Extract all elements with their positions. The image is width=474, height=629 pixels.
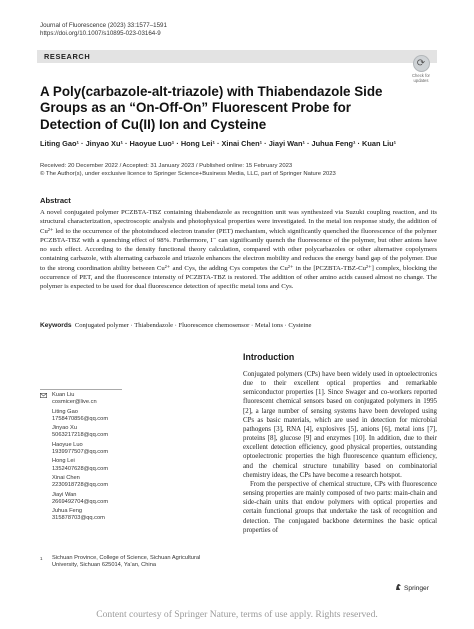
contact-name: Kuan Liu: [52, 392, 75, 398]
contact-entry: [52, 508, 230, 522]
check-for-updates-badge[interactable]: [405, 55, 437, 83]
section-banner: [37, 50, 437, 63]
article-title: A Poly(carbazole-alt-triazole) with Thiabendazole Side Groups as an “On-Off-On” Fluorescent Probe for Detection of Cu(II) Ion and Cysteine: [40, 84, 383, 132]
contact-name: Xinai Chen: [52, 474, 80, 481]
contact-email[interactable]: 1939977507@qq.com: [52, 448, 109, 455]
contact-name: Liting Gao: [52, 408, 78, 415]
contact-name: Haoyue Luo: [52, 441, 83, 448]
check-updates-icon: ⟳: [413, 55, 430, 72]
doi-link[interactable]: https://doi.org/10.1007/s10895-023-03164-9: [40, 30, 161, 37]
contact-entry: [52, 458, 230, 472]
contact-entry: [52, 475, 230, 489]
check-updates-line2: updates: [413, 78, 429, 83]
keywords-label: Keywords: [40, 322, 72, 329]
contact-entry: [52, 442, 230, 456]
springer-horse-icon: [395, 583, 402, 591]
introduction-heading: Introduction: [243, 352, 295, 362]
author-contacts: [40, 392, 230, 525]
abstract-body: A novel conjugated polymer PCZBTA-TBZ containing thiabendazole as recognition unit was synthesized via Suzuki coupling reaction, and its structural characterization, spectroscopic analysis and photophysical properties were investigated. In the metal ion response study, the addition of Cu²⁺ led to the occurrence of the photoinduced electron transfer (PET) mechanism, which significantly quenched the fluorescence of the polymer PCZBTA-TBZ with a quenching effect of 98%. Furthermore, I⁻ can significantly quench the fluorescence of the polymer, but other anions have no such effect. According to the density functional theory calculation, compared with other polycarbazoles or other alternative copolymers containing carbazole, with alternating carbazole and triazole enhances the electron mobility and reduces the energy band gap of the polymer. Due to the strong coordination ability between Cu²⁺ and Cys, the adding Cys competes the Cu²⁺ in the [PCZBTA-TBZ-Cu²⁺] complex, blocking the occurrence of PET, and the fluorescence intensity of PCZBTA-TBZ is restored. The addition of other amino acids caused almost no change. The polymer is expected to be used for dual fluorescence detection of specific metal ions and Cys.: [40, 209, 437, 291]
contact-email[interactable]: 315878703@qq.com: [52, 515, 105, 522]
journal-citation: Journal of Fluorescence (2023) 33:1577–1591: [40, 22, 167, 29]
keywords-text: Conjugated polymer · Thiabendazole · Fluorescence chemosensor · Metal ions · Cysteine: [74, 322, 312, 329]
contact-entry: [52, 492, 230, 506]
abstract-heading: Abstract: [40, 196, 71, 205]
author-list: Liting Gao¹ · Jinyao Xu¹ · Haoyue Luo¹ · Hong Lei¹ · Xinai Chen¹ · Jiayi Wan¹ · Juhua Feng¹ · Kuan Liu¹: [40, 139, 397, 148]
contact-name: Jiayi Wan: [52, 491, 77, 498]
contact-entry: [52, 409, 230, 423]
contact-name: Jinyao Xu: [52, 425, 77, 432]
contact-email[interactable]: 2669492704@qq.com: [52, 498, 109, 505]
contact-email[interactable]: 5063217218@qq.com: [52, 432, 109, 439]
introduction-body: [243, 370, 437, 535]
section-label: RESEARCH: [44, 52, 91, 61]
contact-name: Juhua Feng: [52, 508, 83, 515]
affiliation: [40, 555, 210, 569]
keywords-line: [40, 322, 440, 329]
contact-name: Hong Lei: [52, 458, 75, 465]
footnote-divider: [40, 389, 122, 390]
publisher-name: Springer: [404, 585, 429, 592]
intro-paragraph-2: From the perspective of chemical structure, CPs with fluorescence sensing properties are mainly composed of two parts: main-chain and side-chain units that endow polymers with optical properties and certain functional groups that undertake the task of recognition and detection. The conjugated backbone determines the basic optical properties of: [243, 480, 437, 534]
journal-header: [40, 22, 340, 38]
envelope-icon: [40, 393, 47, 398]
contact-email[interactable]: 1352407628@qq.com: [52, 465, 109, 472]
received-accepted-dates: Received: 20 December 2022 / Accepted: 31 January 2023 / Published online: 15 February 2023: [40, 163, 293, 169]
contact-entry: [52, 392, 230, 406]
contact-email[interactable]: 1758470856@qq.com: [52, 415, 109, 422]
publisher-mark: [395, 583, 429, 592]
copyright-line: © The Author(s), under exclusive licence to Springer Science+Business Media, LLC, part of Springer Nature 2023: [40, 171, 336, 178]
courtesy-notice: Content courtesy of Springer Nature, terms of use apply. Rights reserved.: [96, 609, 378, 620]
affiliation-number: 1: [40, 556, 43, 561]
contact-email[interactable]: cosmicer@live.cn: [52, 399, 97, 406]
publication-dates: [40, 162, 450, 179]
contact-email[interactable]: 2230918728@qq.com: [52, 482, 109, 489]
contact-entry: [52, 425, 230, 439]
check-updates-line1: Check for: [412, 73, 430, 78]
check-updates-text: [405, 73, 437, 83]
affiliation-text: Sichuan Province, College of Science, Sichuan Agricultural University, Sichuan 625014, Ya’an, China: [52, 555, 201, 569]
intro-paragraph-1: Conjugated polymers (CPs) have been widely used in optoelectronics due to their excellent optical properties and remarkable semiconductor properties [1]. Since Swager and co-workers reported fluorescent chemical sensors based on conjugated polymers in 1995 [2], a large number of sensing systems have been developed using CPs as basic materials, which are used in detection for microbial pathogens [3], RNA [4], explosives [5], anions [6], metal ions [7], proteins [8], glucose [9] and enzymes [10]. In addition, due to their excellent detection efficiency, good physical properties, outstanding optoelectronic properties the high fluorescence quantum efficiency, and the chemical structure tunability based on combinatorial chemistry ideas, the CPs have become a research hotspot.: [243, 371, 437, 479]
